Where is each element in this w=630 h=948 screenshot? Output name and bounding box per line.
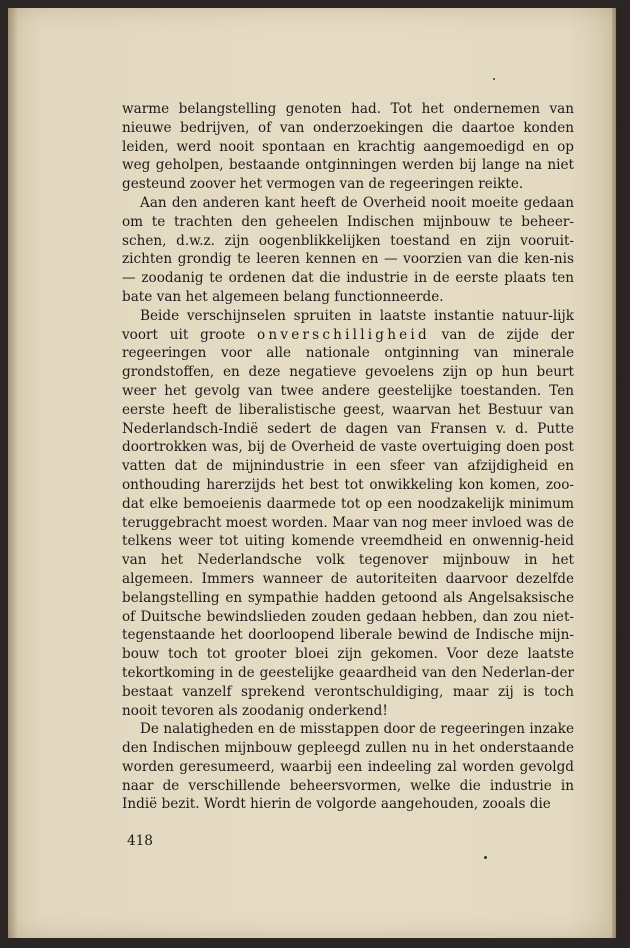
paragraph-3-lead: Beide verschijnselen spruiten in laatste instantie natuur-lijk voort uit groote: [122, 307, 574, 343]
paragraph-1: warme belangstelling genoten had. Tot het ondernemen van nieuwe bedrijven, of van onderzoekingen die daartoe konden leiden, werd nooit spontaan en krachtig aangemoedigd en op weg geholpen, bestaande ontginningen werden bij lange na niet gesteund zoover het vermogen van de regeeringen reikte.: [122, 101, 574, 193]
emphasized-word: onverschilligheid: [257, 326, 430, 343]
paper-speck: [484, 856, 487, 859]
paper-speck: [493, 78, 495, 80]
paragraph-2: Aan den anderen kant heeft de Overheid nooit moeite gedaan om te trachten den geheelen Indischen mijnbouw te beheer-schen, d.w.z. zijn oogenblikkelijken toestand en zijn vooruit-zichten grondig te leeren kennen en — voorzien van die ken-nis — zoodanig te ordenen dat die industrie in de eerste plaats ten bate van het algemeen belang functionneerde.: [122, 194, 574, 305]
spine-shadow: [8, 8, 18, 938]
paragraph-3: [122, 307, 574, 721]
paragraph-4: De nalatigheden en de misstappen door de regeeringen inzake den Indischen mijnbouw gepleegd zullen nu in het onderstaande worden geresumeerd, waarbij een indeeling zal worden gevolgd naar de verschillende beheersvormen, welke die industrie in Indië bezit. Wordt hierin de volgorde aangehouden, zooals die: [122, 721, 574, 813]
page-edge: [612, 8, 622, 938]
page-number: 418: [127, 833, 153, 849]
body-text: [122, 100, 574, 814]
paragraph-3-rest: van de zijde der regeeringen voor alle nationale ontginning van minerale grondstoffen, en deze negatieve gevoelens zijn op hun beurt weer het gevolg van twee andere geestelijke toestanden. Ten eerste heeft de liberalistische geest, waarvan het Bestuur van Nederlandsch-Indië sedert de dagen van Fransen v. d. Putte doortrokken was, bij de Overheid de vaste overtuiging doen post vatten dat de mijnindustrie in een sfeer van afzijdigheid en onthouding harerzijds het best tot onwikkeling kon komen, zoo-dat elke bemoeienis daarmede tot op een noodzakelijk minimum teruggebracht moest worden. Maar van nog meer invloed was de telkens weer tot uiting komende vreemdheid en onwennig-heid van het Nederlandsche volk tegenover mijnbouw in het algemeen. Immers wanneer de autoriteiten daarvoor dezelfde belangstelling en sympathie hadden getoond als Angelsaksische of Duitsche bewindslieden zouden gedaan hebben, dan zou niet-tegenstaande het doorloopend liberale bewind de Indische mijn-bouw toch tot grooter bloei zijn gekomen. Voor deze laatste tekortkoming in de geestelijke geaardheid van den Nederlan-der bestaat vanzelf sprekend verontschuldiging, maar zij is toch nooit tevoren als zoodanig onderkend!: [122, 326, 574, 719]
